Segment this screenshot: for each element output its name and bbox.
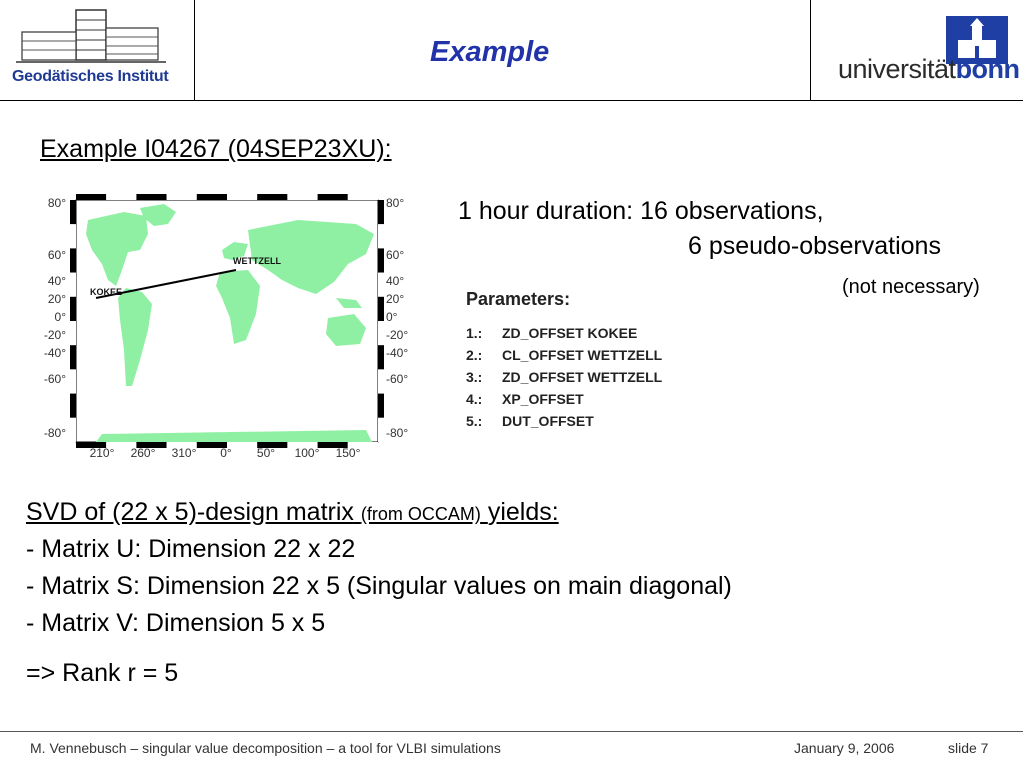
observations-line-1: 1 hour duration: 16 observations,: [458, 197, 824, 225]
footer-slide-number: slide 7: [948, 740, 989, 756]
bottom-axis-label: 0°: [220, 446, 232, 461]
frame-segment: [378, 297, 384, 321]
right-axis-label: -60°: [386, 372, 409, 387]
right-axis-label: 0°: [386, 310, 398, 325]
frame-segment: [378, 345, 384, 369]
institute-name: Geodätisches Institut: [12, 68, 169, 85]
frame-segment: [257, 194, 287, 200]
frame-segment: [70, 394, 76, 418]
svd-line-s: - Matrix S: Dimension 22 x 5 (Singular values on main diagonal): [26, 572, 732, 600]
frame-segment: [378, 369, 384, 393]
university-logo: [838, 16, 1018, 86]
university-prefix: universität: [838, 54, 956, 84]
observations-note: (not necessary): [842, 276, 980, 298]
frame-segment: [70, 248, 76, 272]
svd-heading-end: yields:: [487, 498, 559, 526]
list-item: 5.: DUT_OFFSET: [466, 413, 594, 429]
frame-segment: [70, 224, 76, 248]
parameters-heading: Parameters:: [466, 289, 571, 309]
right-axis-label: 40°: [386, 274, 405, 289]
left-axis-label: 80°: [47, 196, 66, 211]
footer-date: January 9, 2006: [794, 740, 895, 756]
station-label-kokee: KOKEE: [90, 287, 123, 297]
frame-segment: [70, 345, 76, 369]
example-title: Example I04267 (04SEP23XU):: [40, 135, 392, 163]
list-item: 3.: ZD_OFFSET WETTZELL: [466, 369, 663, 385]
right-axis-label: -40°: [386, 346, 409, 361]
institute-building-icon: [16, 6, 166, 66]
frame-segment: [318, 194, 348, 200]
left-axis-labels: [44, 196, 66, 440]
university-name: [838, 54, 1020, 85]
left-axis-label: 40°: [47, 274, 66, 289]
left-axis-label: -60°: [43, 372, 66, 387]
bottom-axis-labels: [90, 446, 361, 460]
frame-segment: [197, 194, 227, 200]
list-item: 4.: XP_OFFSET: [466, 391, 584, 407]
frame-segment: [378, 248, 384, 272]
frame-segment: [70, 418, 76, 442]
frame-segment: [378, 200, 384, 224]
frame-segment: [378, 321, 384, 345]
footer-author-title: M. Vennebusch – singular value decomposition – a tool for VLBI simulations: [30, 740, 501, 756]
svd-heading-small: (from OCCAM): [360, 504, 481, 524]
frame-segment: [348, 194, 378, 200]
bottom-axis-label: 310°: [171, 446, 197, 461]
svd-heading-main: SVD of (22 x 5)-design matrix: [26, 498, 354, 526]
frame-segment: [106, 194, 136, 200]
right-axis-label: -80°: [386, 426, 409, 441]
right-axis-label: 20°: [386, 292, 405, 307]
frame-segment: [227, 194, 257, 200]
left-axis-label: -40°: [43, 346, 66, 361]
left-axis-label: 0°: [54, 310, 66, 325]
svd-line-u: - Matrix U: Dimension 22 x 22: [26, 535, 356, 563]
institute-logo: [8, 4, 188, 96]
frame-segment: [378, 224, 384, 248]
parameters-list: [466, 325, 662, 435]
left-axis-label: 60°: [47, 248, 66, 263]
frame-segment: [70, 321, 76, 345]
frame-segment: [287, 194, 317, 200]
bottom-axis-label: 210°: [89, 446, 115, 461]
bottom-axis-label: 150°: [335, 446, 361, 461]
frame-segment: [70, 273, 76, 297]
left-axis-label: 20°: [47, 292, 66, 307]
frame-segment: [76, 194, 106, 200]
university-suffix: bonn: [955, 54, 1020, 84]
station-label-wettzell: WETTZELL: [233, 256, 281, 266]
frame-segment: [70, 200, 76, 224]
frame-segment: [378, 273, 384, 297]
right-axis-labels: [386, 196, 408, 440]
observations-line-2: 6 pseudo-observations: [688, 232, 941, 260]
frame-segment: [378, 394, 384, 418]
frame-segment: [70, 297, 76, 321]
frame-segment: [378, 418, 384, 442]
left-axis-label: -80°: [43, 426, 66, 441]
svd-line-v: - Matrix V: Dimension 5 x 5: [26, 609, 326, 637]
bottom-axis-label: 50°: [256, 446, 276, 461]
bottom-axis-label: 100°: [294, 446, 320, 461]
svd-result: => Rank r = 5: [26, 659, 179, 687]
left-axis-label: -20°: [43, 328, 66, 343]
world-map: [36, 190, 416, 462]
frame-segment: [70, 369, 76, 393]
frame-segment: [167, 194, 197, 200]
right-axis-label: -20°: [386, 328, 409, 343]
right-axis-label: 80°: [386, 196, 405, 211]
list-item: 1.: ZD_OFFSET KOKEE: [466, 325, 638, 341]
right-axis-label: 60°: [386, 248, 405, 263]
svd-heading: [26, 498, 559, 527]
world-map-figure: [36, 190, 416, 462]
bottom-axis-label: 260°: [130, 446, 156, 461]
frame-segment: [136, 194, 166, 200]
list-item: 2.: CL_OFFSET WETTZELL: [466, 347, 663, 363]
slide-title: Example: [430, 36, 550, 68]
